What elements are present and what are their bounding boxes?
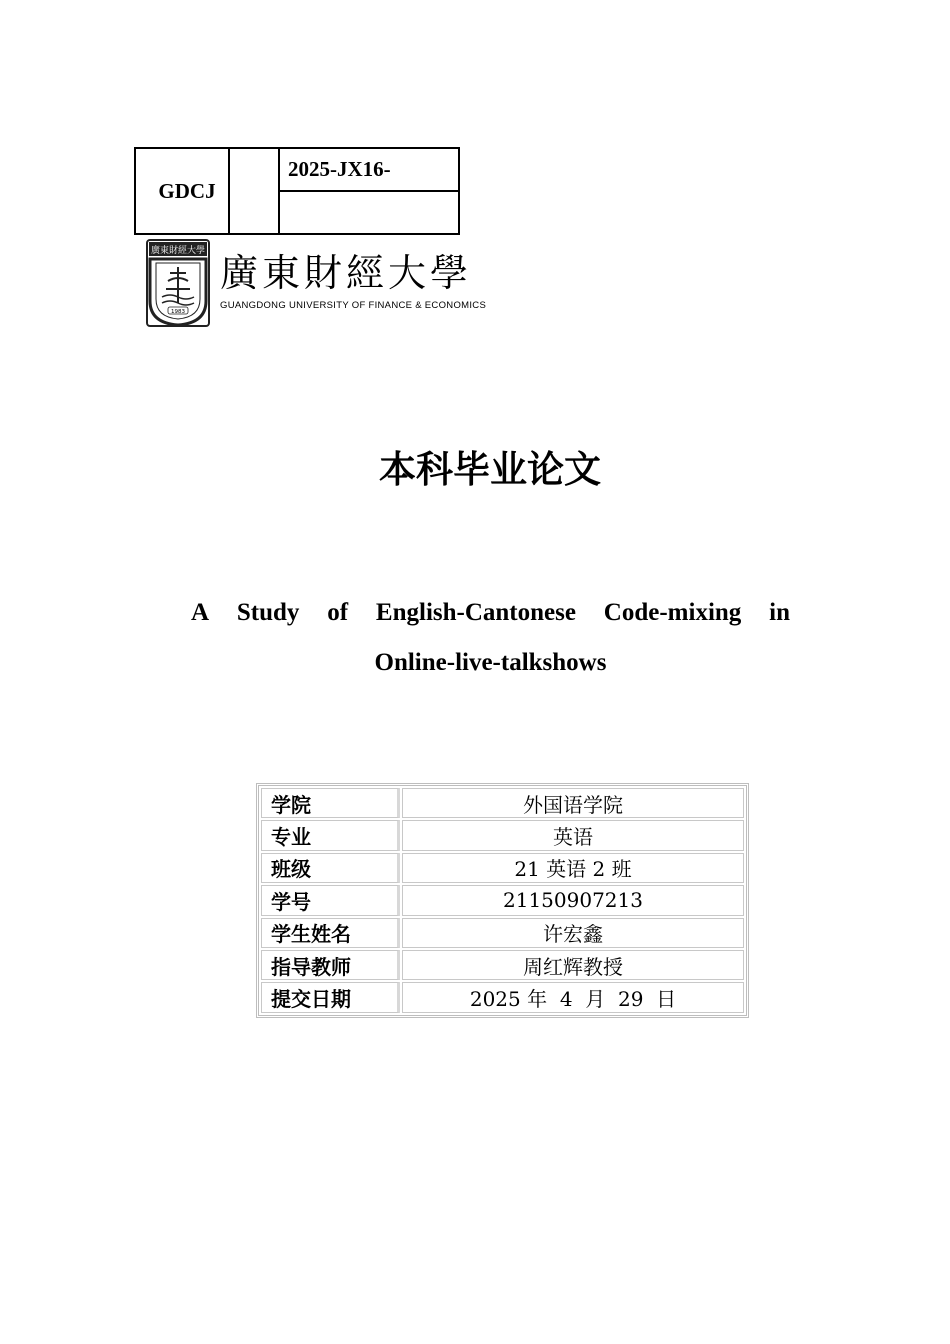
code-blank-cell-2: [280, 192, 458, 233]
table-row: [260, 884, 745, 916]
table-row: [260, 852, 745, 884]
title-word: of: [327, 599, 349, 626]
info-value: 周红辉教授: [402, 950, 744, 980]
info-key: 学院: [261, 788, 400, 818]
svg-text:廣東財經大學: 廣東財經大學: [150, 246, 206, 256]
table-row: [260, 949, 745, 981]
info-key: 学生姓名: [261, 918, 400, 948]
document-code-box: [134, 147, 460, 235]
info-value: 2025 年 4 月 29 日: [402, 982, 744, 1012]
title-word: A: [191, 599, 210, 626]
university-name-en: GUANGDONG UNIVERSITY OF FINANCE & ECONOMICS: [220, 300, 487, 311]
title-word: Code-mixing: [603, 599, 742, 626]
info-key: 专业: [261, 820, 400, 850]
info-value: 21150907213: [402, 885, 744, 915]
document-title: 本科毕业论文: [379, 448, 601, 491]
svg-text:1983: 1983: [171, 309, 185, 315]
info-key: 指导教师: [261, 950, 400, 980]
thesis-title: [191, 588, 790, 688]
info-value: 外国语学院: [402, 788, 744, 818]
thesis-title-line-2: Online-live-talkshows: [374, 649, 607, 676]
university-seal-icon: [146, 239, 210, 327]
thesis-title-line-1: [191, 588, 790, 638]
info-value: 21 英语 2 班: [402, 853, 744, 883]
code-blank-cell: [230, 149, 280, 233]
info-key: 学号: [261, 885, 400, 915]
info-value: 英语: [402, 820, 744, 850]
info-value: 许宏鑫: [402, 918, 744, 948]
info-key: 提交日期: [261, 982, 400, 1012]
title-word: English-Cantonese: [375, 599, 576, 626]
student-info-table: [256, 783, 749, 1018]
table-row: [260, 787, 745, 819]
title-word: Study: [236, 599, 300, 626]
code-number: 2025-JX16-: [280, 149, 458, 192]
table-row: [260, 819, 745, 851]
title-word: in: [769, 599, 790, 626]
university-logo: [146, 239, 487, 329]
info-key: 班级: [261, 853, 400, 883]
table-row: [260, 981, 745, 1013]
university-name-cn: 廣東財經大學: [220, 251, 473, 295]
code-label: GDCJ: [136, 149, 230, 233]
table-row: [260, 917, 745, 949]
